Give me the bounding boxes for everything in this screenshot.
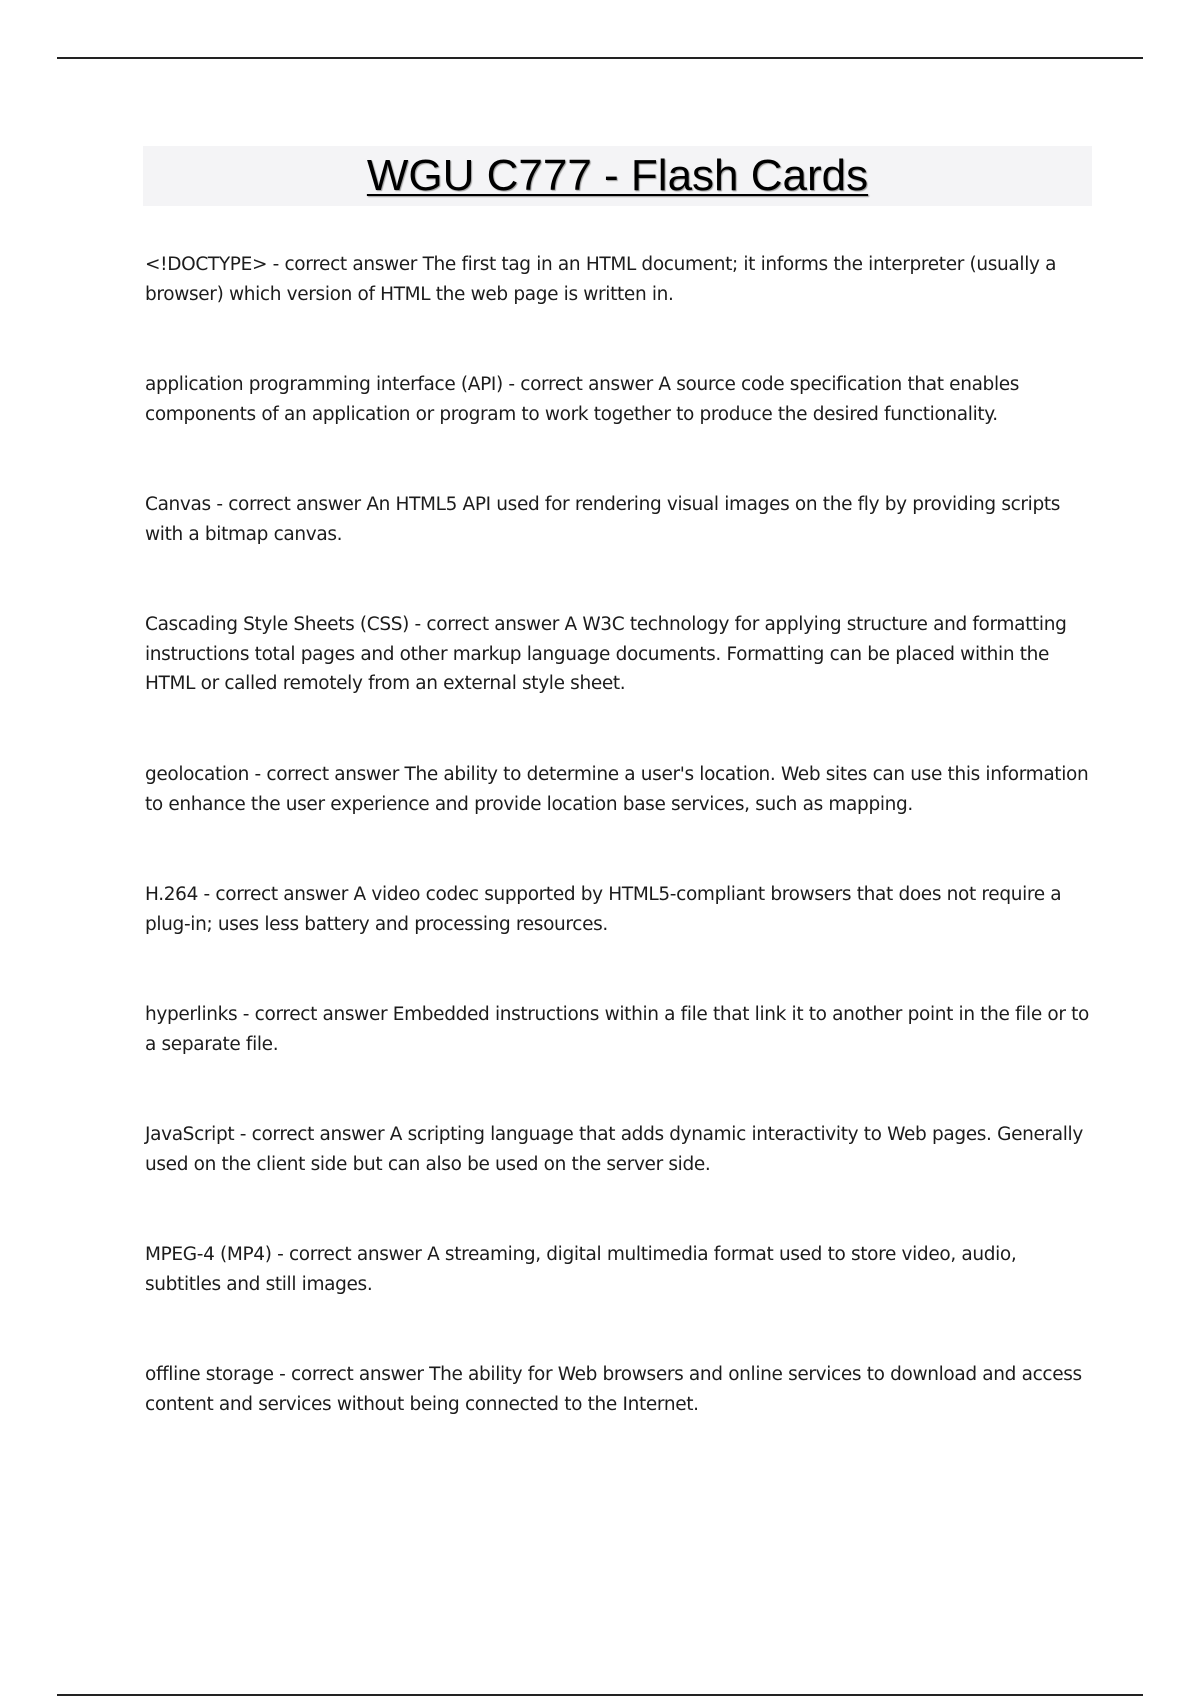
card-answer: The ability for Web browsers and online services to download and access content and services without being connected to the Internet. bbox=[145, 1364, 1082, 1415]
card-term: JavaScript - bbox=[145, 1124, 252, 1145]
card-answer-label: correct answer bbox=[251, 1124, 385, 1145]
flash-card bbox=[145, 1000, 1095, 1120]
bottom-rule bbox=[57, 1694, 1143, 1696]
flash-card bbox=[145, 610, 1095, 760]
card-answer-label: correct answer bbox=[228, 494, 361, 515]
flash-card-list bbox=[145, 250, 1095, 1480]
card-term: application programming interface (API) - bbox=[145, 374, 520, 395]
flash-card bbox=[145, 490, 1095, 610]
card-answer-label: correct answer bbox=[266, 764, 399, 785]
card-term: offline storage - bbox=[145, 1364, 291, 1385]
card-answer-label: correct answer bbox=[284, 254, 418, 275]
flash-card bbox=[145, 250, 1095, 370]
flash-card bbox=[145, 880, 1095, 1000]
flash-card bbox=[145, 1120, 1095, 1240]
card-term: Canvas - bbox=[145, 494, 228, 515]
card-term: H.264 - bbox=[145, 884, 215, 905]
card-answer: A video codec supported by HTML5-compliant browsers that does not require a plug-in; uses less battery and processing resources. bbox=[145, 884, 1062, 935]
card-answer-label: correct answer bbox=[288, 1244, 422, 1265]
card-answer: The first tag in an HTML document; it informs the interpreter (usually a browser) which version of HTML the web page is written in. bbox=[145, 254, 1057, 305]
card-answer: Embedded instructions within a file that link it to another point in the file or to a separate file. bbox=[145, 1004, 1090, 1055]
card-answer: An HTML5 API used for rendering visual images on the fly by providing scripts with a bitmap canvas. bbox=[145, 494, 1061, 545]
flash-card bbox=[145, 760, 1095, 880]
card-answer-label: correct answer bbox=[426, 614, 559, 635]
card-answer-label: correct answer bbox=[215, 884, 348, 905]
card-answer-label: correct answer bbox=[520, 374, 653, 395]
card-term: geolocation - bbox=[145, 764, 266, 785]
title-band bbox=[143, 146, 1092, 206]
card-answer: A streaming, digital multimedia format used to store video, audio, subtitles and still images. bbox=[145, 1244, 1017, 1295]
card-answer: The ability to determine a user's location. Web sites can use this information to enhance the user experience and provide location base services, such as mapping. bbox=[145, 764, 1089, 815]
card-answer-label: correct answer bbox=[291, 1364, 424, 1385]
card-term: MPEG-4 (MP4) - bbox=[145, 1244, 289, 1265]
card-term: hyperlinks - bbox=[145, 1004, 255, 1025]
top-rule bbox=[57, 57, 1143, 59]
card-answer-label: correct answer bbox=[254, 1004, 388, 1025]
flash-card bbox=[145, 1360, 1095, 1480]
flash-card bbox=[145, 1240, 1095, 1360]
card-term: Cascading Style Sheets (CSS) - bbox=[145, 614, 426, 635]
card-answer: A scripting language that adds dynamic interactivity to Web pages. Generally used on the client side but can also be used on the server side. bbox=[145, 1124, 1083, 1175]
flash-card bbox=[145, 370, 1095, 490]
card-answer: A W3C technology for applying structure and formatting instructions total pages and other markup language documents. Formatting can be placed within the HTML or called remotely from an external style sheet. bbox=[145, 614, 1067, 694]
page-title: WGU C777 - Flash Cards bbox=[366, 151, 869, 200]
card-answer: A source code specification that enables components of an application or program to work together to produce the desired functionality. bbox=[145, 374, 1020, 425]
card-term: <!DOCTYPE> - bbox=[145, 254, 284, 275]
